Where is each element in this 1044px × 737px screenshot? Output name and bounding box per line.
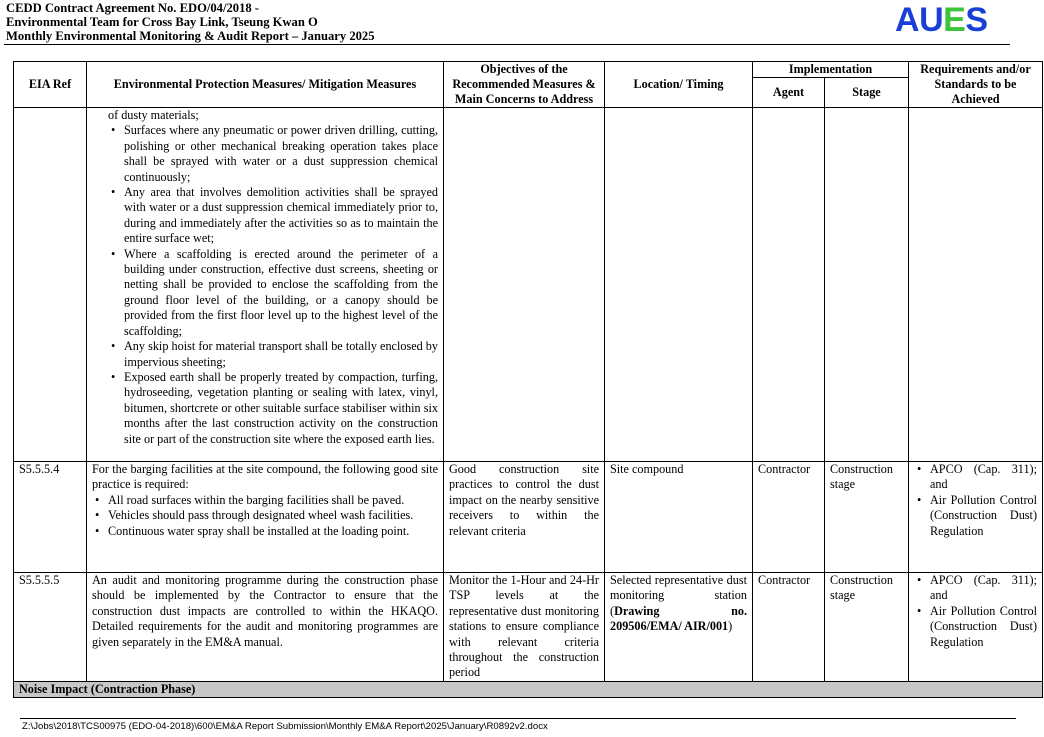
requirements-cell [909, 108, 1043, 462]
location-text: Selected representative dust monitoring station ( [610, 573, 747, 618]
header-contract-line: CEDD Contract Agreement No. EDO/04/2018 - [6, 1, 260, 15]
logo-letter-e: E [943, 1, 966, 39]
col-header-implementation: Implementation [753, 62, 909, 78]
header-team-line: Environmental Team for Cross Bay Link, Tseung Kwan O [6, 15, 318, 29]
table-row [14, 573, 1043, 682]
list-item: • Air Pollution Control (Construction Dust) Regulation [930, 604, 1037, 650]
logo-letter-u: U [919, 1, 944, 39]
list-item: • Vehicles should pass through designated wheel wash facilities. [108, 508, 438, 523]
col-header-objectives: Objectives of the Recommended Measures & Main Concerns to Address [444, 62, 605, 108]
eia-ref-cell [14, 108, 87, 462]
location-cell [605, 573, 753, 682]
stage-cell [825, 108, 909, 462]
measures-cell: An audit and monitoring programme during the construction phase should be implemented by the Contractor to ensure that the construction dust impacts are controlled to within the HKAQO. Detailed requirements for the audit and monitoring programmes are given separately in the EM&A manual. [87, 573, 444, 682]
list-item: • Where a scaffolding is erected around the perimeter of a building under construction, effective dust screens, sheeting or netting shall be provided to enclose the scaffolding from the ground floor level of the building, or a canopy should be provided from the first floor level up to the highest level of the scaffolding; [124, 247, 438, 339]
objectives-cell [444, 108, 605, 462]
agent-cell: Contractor [753, 462, 825, 573]
table-row [14, 108, 1043, 462]
requirements-list [914, 462, 1037, 539]
header-rule [4, 44, 1010, 45]
list-item: • Surfaces where any pneumatic or power driven drilling, cutting, polishing or other mechanical breaking operation takes place shall be sprayed with water or a dust suppression chemical continuously; [124, 123, 438, 185]
section-heading: Noise Impact (Contraction Phase) [14, 681, 1043, 697]
requirements-cell [909, 462, 1043, 573]
stage-cell: Construction stage [825, 462, 909, 573]
measures-list [108, 123, 438, 447]
section-heading-row [14, 681, 1043, 697]
list-item: • APCO (Cap. 311); and [930, 462, 1037, 493]
footer-rule [20, 718, 1016, 719]
document-header [6, 1, 375, 43]
logo-letter-s: S [965, 1, 988, 39]
mitigation-measures-table [13, 61, 1043, 698]
col-header-requirements: Requirements and/or Standards to be Achieved [909, 62, 1043, 108]
col-header-agent: Agent [753, 78, 825, 108]
drawing-reference: Drawing no. 209506/EMA/ AIR/001 [610, 603, 747, 634]
objectives-cell: Good construction site practices to control the dust impact on the nearby sensitive receivers to within the relevant criteria [444, 462, 605, 573]
measures-cell [87, 462, 444, 573]
eia-ref-cell: S5.5.5.4 [14, 462, 87, 573]
list-item: • Any skip hoist for material transport shall be totally enclosed by impervious sheeting; [124, 339, 438, 370]
eia-ref-cell: S5.5.5.5 [14, 573, 87, 682]
location-cell [605, 108, 753, 462]
aues-logo [895, 1, 988, 39]
measures-intro: of dusty materials; [108, 108, 199, 122]
objectives-cell: Monitor the 1-Hour and 24-Hr TSP levels at the representative dust monitoring stations to ensure compliance with relevant criteria throughout the construction period [444, 573, 605, 682]
footer-file-path: Z:\Jobs\2018\TCS00975 (EDO-04-2018)\600\EM&A Report Submission\Monthly EM&A Report\2025\January\R0892v2.docx [22, 721, 548, 732]
list-item: • Air Pollution Control (Construction Dust) Regulation [930, 493, 1037, 539]
table-row [14, 462, 1043, 573]
list-item: • APCO (Cap. 311); and [930, 573, 1037, 604]
location-cell: Site compound [605, 462, 753, 573]
col-header-eia-ref: EIA Ref [14, 62, 87, 108]
header-report-line: Monthly Environmental Monitoring & Audit Report – January 2025 [6, 29, 375, 43]
requirements-list [914, 573, 1037, 650]
requirements-cell [909, 573, 1043, 682]
list-item: • Any area that involves demolition activities shall be sprayed with water or a dust suppression chemical immediately prior to, during and immediately after the activities so as to maintain the entire surface wet; [124, 185, 438, 247]
agent-cell [753, 108, 825, 462]
agent-cell: Contractor [753, 573, 825, 682]
col-header-stage: Stage [825, 78, 909, 108]
list-item: • All road surfaces within the barging facilities shall be paved. [108, 493, 438, 508]
col-header-location: Location/ Timing [605, 62, 753, 108]
col-header-measures: Environmental Protection Measures/ Mitigation Measures [87, 62, 444, 108]
stage-cell: Construction stage [825, 573, 909, 682]
measures-cell [87, 108, 444, 462]
measures-intro: For the barging facilities at the site compound, the following good site practice is required: [92, 462, 438, 492]
list-item: • Exposed earth shall be properly treated by compaction, turfing, hydroseeding, vegetation planting or sealing with latex, vinyl, bitumen, shortcrete or other suitable surface stabiliser within six months after the last construction activity on the construction site or part of the construction site where the exposed earth lies. [124, 370, 438, 447]
logo-letter-a: A [895, 1, 920, 39]
location-close: ) [728, 619, 733, 634]
list-item: • Continuous water spray shall be installed at the loading point. [108, 524, 438, 539]
measures-list [92, 493, 438, 539]
